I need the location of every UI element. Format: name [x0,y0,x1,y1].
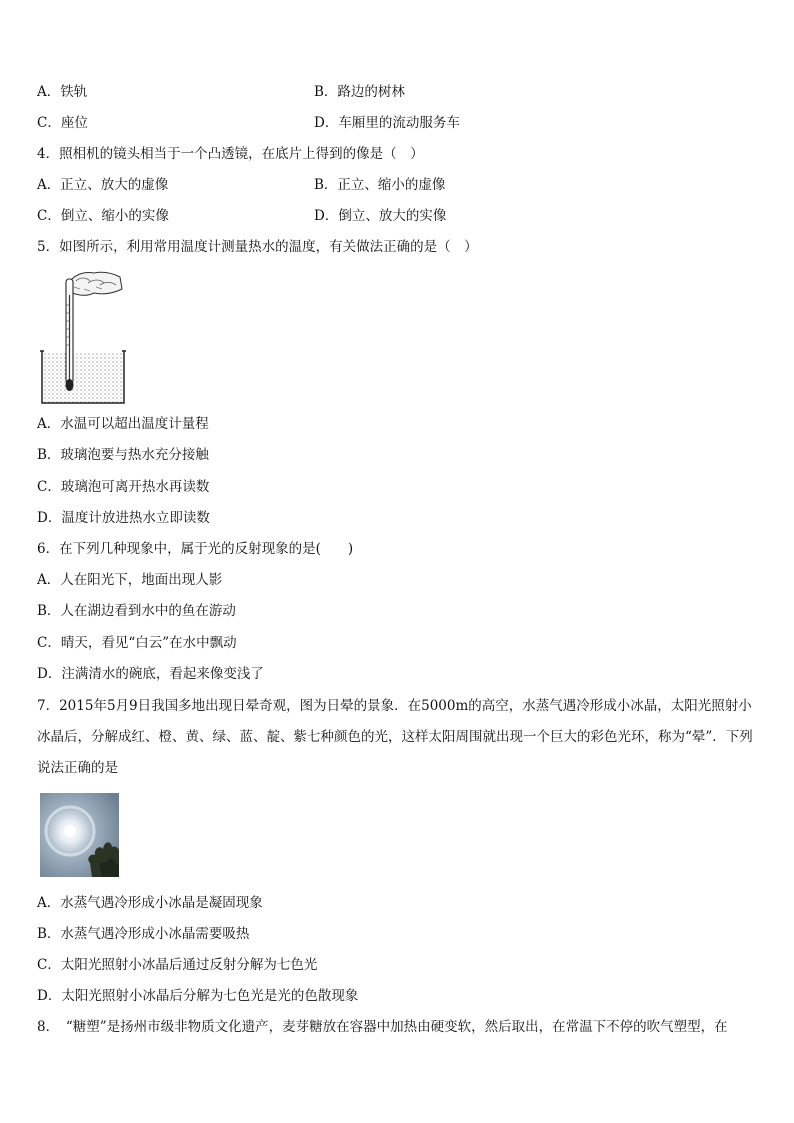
q3-option-d: D．车厢里的流动服务车 [314,115,460,131]
q7-option-c: C．太阳光照射小冰晶后通过反射分解为七色光 [37,957,318,973]
q5-option-d: D．温度计放进热水立即读数 [37,510,210,526]
q5-stem: 5．如图所示，利用常用温度计测量热水的温度，有关做法正确的是（ ） [37,239,478,255]
q4-option-b: B．正立、缩小的虚像 [314,177,446,193]
q4-stem: 4．照相机的镜头相当于一个凸透镜，在底片上得到的像是（ ） [37,146,424,162]
q4-option-c: C．倒立、缩小的实像 [37,208,169,224]
q4-option-d: D．倒立、放大的实像 [314,208,447,224]
q4-option-a: A．正立、放大的虚像 [37,177,169,193]
q6-option-b: B．人在湖边看到水中的鱼在游动 [37,603,236,619]
q5-option-a: A．水温可以超出温度计量程 [37,416,209,432]
q5-option-c: C．玻璃泡可离开热水再读数 [37,479,210,495]
thermometer-figure [40,265,126,405]
q7-option-a: A．水蒸气遇冷形成小冰晶是凝固现象 [37,895,263,911]
q3-option-c: C．座位 [37,115,88,131]
q7-option-b: B．水蒸气遇冷形成小冰晶需要吸热 [37,926,250,942]
q6-stem: 6．在下列几种现象中，属于光的反射现象的是( ) [37,541,354,557]
halo-photo [40,793,119,877]
q3-option-a: A．铁轨 [37,84,88,100]
q7-stem: 7．2015年5月9日我国多地出现日晕奇观，图为日晕的景象．在5000m的高空，水蒸气遇冷形成小冰晶，太阳光照射小冰晶后，分解成红、橙、黄、绿、蓝、靛、紫七种颜色的光，这样太阳周围就出现一个巨大的彩色光环，称为“晕”．下列说法正确的是 [37,698,753,776]
q6-option-a: A．人在阳光下，地面出现人影 [37,572,223,588]
q6-option-c: C．晴天，看见“白云”在水中飘动 [37,635,237,651]
q5-option-b: B．玻璃泡要与热水充分接触 [37,447,209,463]
q3-option-b: B．路边的树林 [314,84,405,100]
q8-stem: 8． “糖塑”是扬州市级非物质文化遗产，麦芽糖放在容器中加热由硬变软，然后取出，在常温下不停的吹气塑型，在 [37,1019,728,1035]
q7-option-d: D．太阳光照射小冰晶后分解为七色光是光的色散现象 [37,988,359,1004]
q6-option-d: D．注满清水的碗底，看起来像变浅了 [37,666,264,682]
